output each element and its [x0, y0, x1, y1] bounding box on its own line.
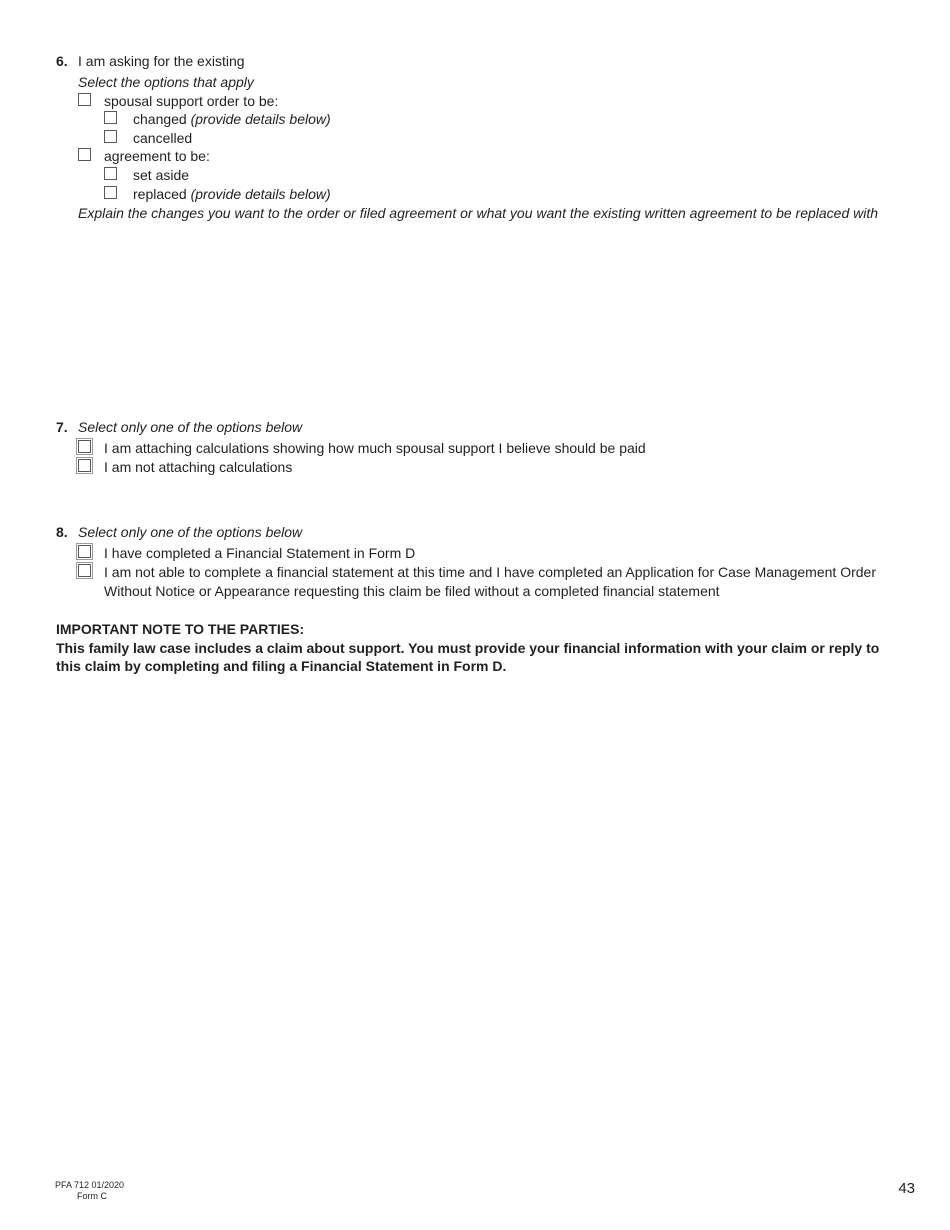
checkbox-set-aside[interactable] [104, 167, 117, 180]
label-changed-note: (provide details below) [190, 111, 331, 127]
section-8-number: 8. [56, 524, 68, 540]
section-6-intro: I am asking for the existing [78, 53, 245, 69]
section-6-hint: Select the options that apply [78, 74, 254, 90]
footer-form-name: Form C [77, 1191, 107, 1201]
explain-textarea[interactable] [78, 226, 886, 406]
label-agreement: agreement to be: [104, 148, 210, 164]
checkbox-changed[interactable] [104, 111, 117, 124]
label-not-attaching-calculations: I am not attaching calculations [104, 459, 293, 475]
checkbox-not-attaching-calculations[interactable] [78, 459, 91, 472]
label-completed-financial-statement: I have completed a Financial Statement in Form D [104, 545, 416, 561]
page-number: 43 [898, 1180, 915, 1197]
checkbox-replaced[interactable] [104, 186, 117, 199]
checkbox-attaching-calculations[interactable] [78, 440, 91, 453]
label-set-aside: set aside [133, 167, 190, 183]
important-note-heading: IMPORTANT NOTE TO THE PARTIES: [56, 621, 305, 637]
section-6-number: 6. [56, 53, 68, 69]
label-cancelled: cancelled [133, 130, 193, 146]
label-attaching-calculations: I am attaching calculations showing how much spousal support I believe should be paid [104, 440, 646, 456]
label-spousal-support-order: spousal support order to be: [104, 93, 279, 109]
important-note [56, 620, 886, 676]
label-not-able-line-2: Without Notice or Appearance requesting this claim be filed without a completed financial statement [104, 583, 720, 599]
label-replaced-note: (provide details below) [190, 186, 331, 202]
important-note-line-1: This family law case includes a claim about support. You must provide your financial information with your claim or reply to [56, 639, 880, 656]
footer-form-code: PFA 712 01/2020 [55, 1180, 125, 1190]
label-changed: changed (provide details below) [133, 111, 331, 127]
checkbox-agreement[interactable] [78, 148, 91, 161]
important-note-line-2: this claim by completing and filing a Financial Statement in Form D. [56, 658, 507, 674]
section-7-hint: Select only one of the options below [78, 419, 303, 435]
label-not-able-line-1: I am not able to complete a financial statement at this time and I have completed an Application for Case Management Order [104, 564, 876, 580]
checkbox-cancelled[interactable] [104, 130, 117, 143]
section-6-explain-label: Explain the changes you want to the order or filed agreement or what you want the existing written agreement to be replaced with [78, 205, 879, 221]
checkbox-completed-financial-statement[interactable] [78, 545, 91, 558]
checkbox-not-able-to-complete[interactable] [78, 564, 91, 577]
section-8-hint: Select only one of the options below [78, 524, 303, 540]
checkbox-spousal-support-order[interactable] [78, 93, 91, 106]
section-7-number: 7. [56, 419, 68, 435]
label-replaced: replaced (provide details below) [133, 186, 331, 202]
